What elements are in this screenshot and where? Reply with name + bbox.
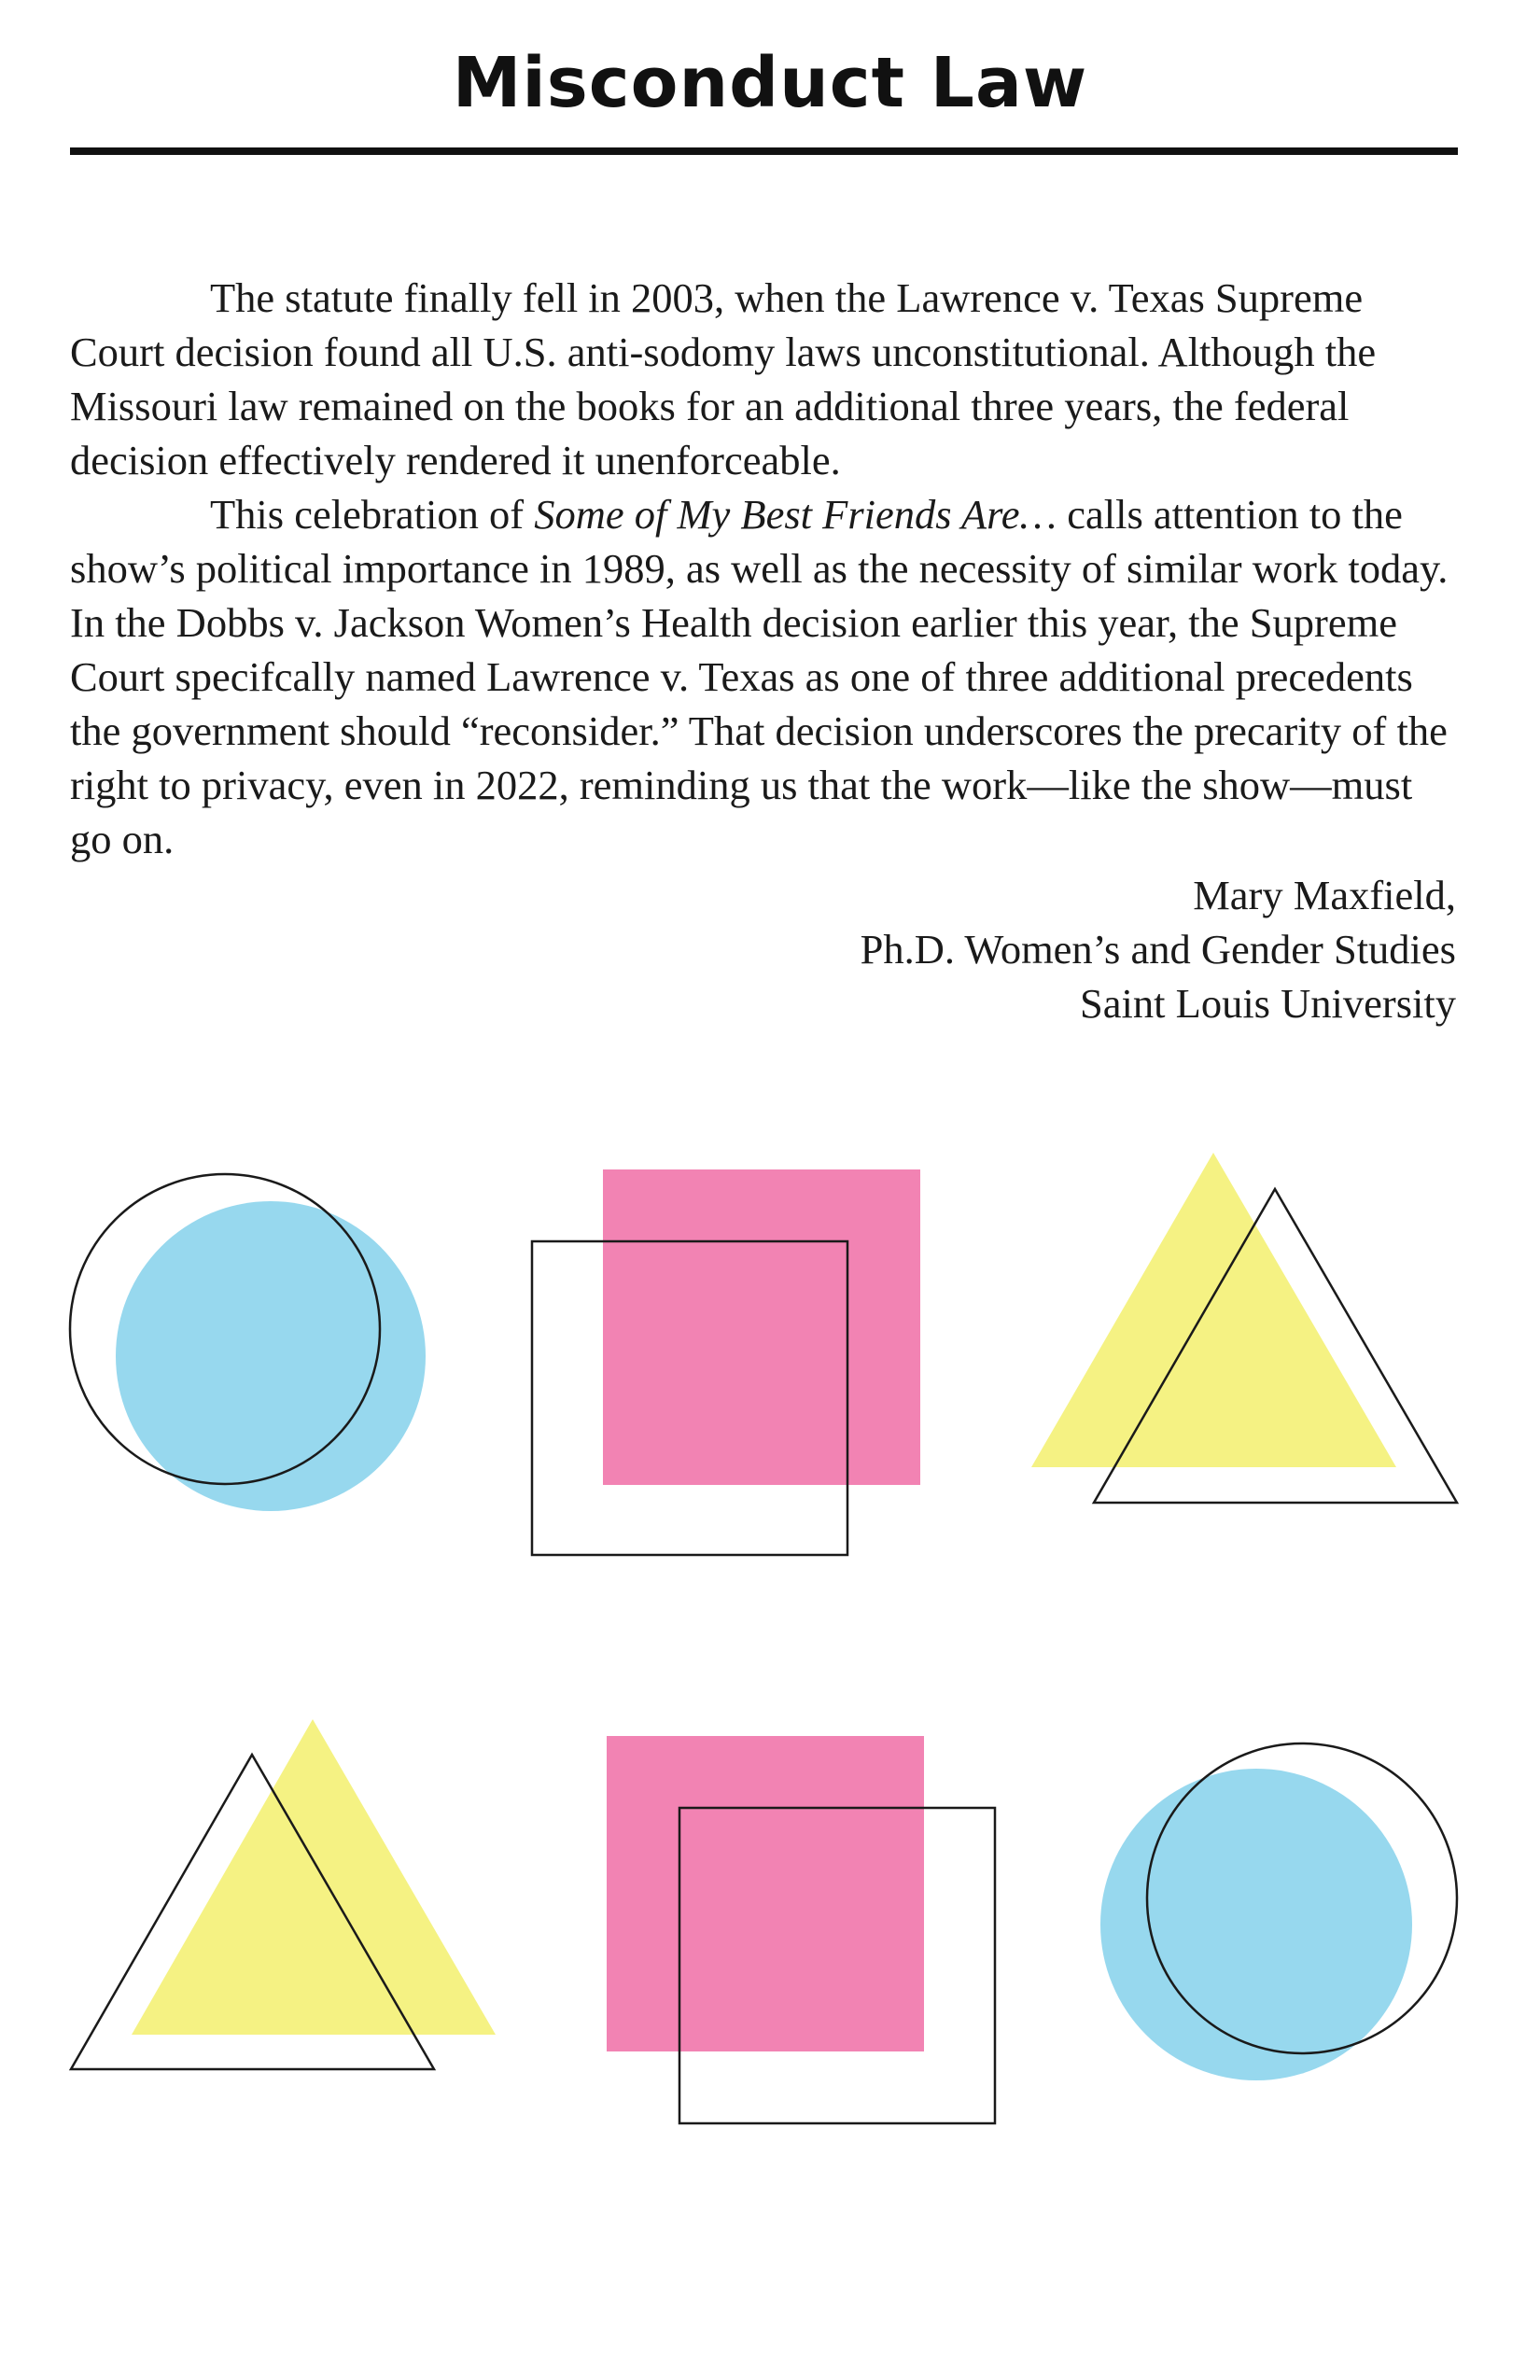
page-title: Misconduct Law — [452, 43, 1088, 123]
pink-square — [607, 1736, 924, 2051]
blue-circle — [1100, 1769, 1412, 2080]
paragraph-2-intro: This celebration of — [210, 491, 535, 538]
paragraph-1: The statute finally fell in 2003, when the Lawrence v. Texas Supreme Court decision found all U.S. anti-sodomy laws unconstitutional. Although the Missouri law remained on the books for an additional three years, the federal decision effectively rendered it unenforceable. — [70, 274, 1377, 483]
yellow-triangle — [132, 1719, 496, 2035]
paragraph-2-rest: calls attention to the show’s political importance in 1989, as well as the necessity of similar work today. In the Dobbs v. Jackson Women’s Health decision earlier this year, the Supreme Court specifcally named Lawrence v. Texas as one of three additional precedents the government should “reconsider.” That decision underscores the precarity of the right to privacy, even in 2022, reminding us that the work—like the show—must go on. — [70, 491, 1449, 862]
yellow-triangle — [1031, 1153, 1396, 1467]
circle-decoration-top — [70, 1174, 426, 1511]
author-institution: Saint Louis University — [1080, 980, 1456, 1027]
square-decoration-top — [532, 1169, 920, 1555]
author-credential: Ph.D. Women’s and Gender Studies — [860, 926, 1456, 973]
square-decoration-bottom — [607, 1736, 995, 2123]
show-title: Some of My Best Friends Are… — [534, 491, 1057, 538]
pink-square — [603, 1169, 920, 1485]
triangle-decoration-bottom — [71, 1719, 496, 2069]
author-name: Mary Maxfield, — [1193, 872, 1456, 918]
circle-decoration-bottom — [1100, 1743, 1457, 2080]
blue-circle — [116, 1201, 426, 1511]
triangle-decoration-top — [1031, 1153, 1457, 1503]
